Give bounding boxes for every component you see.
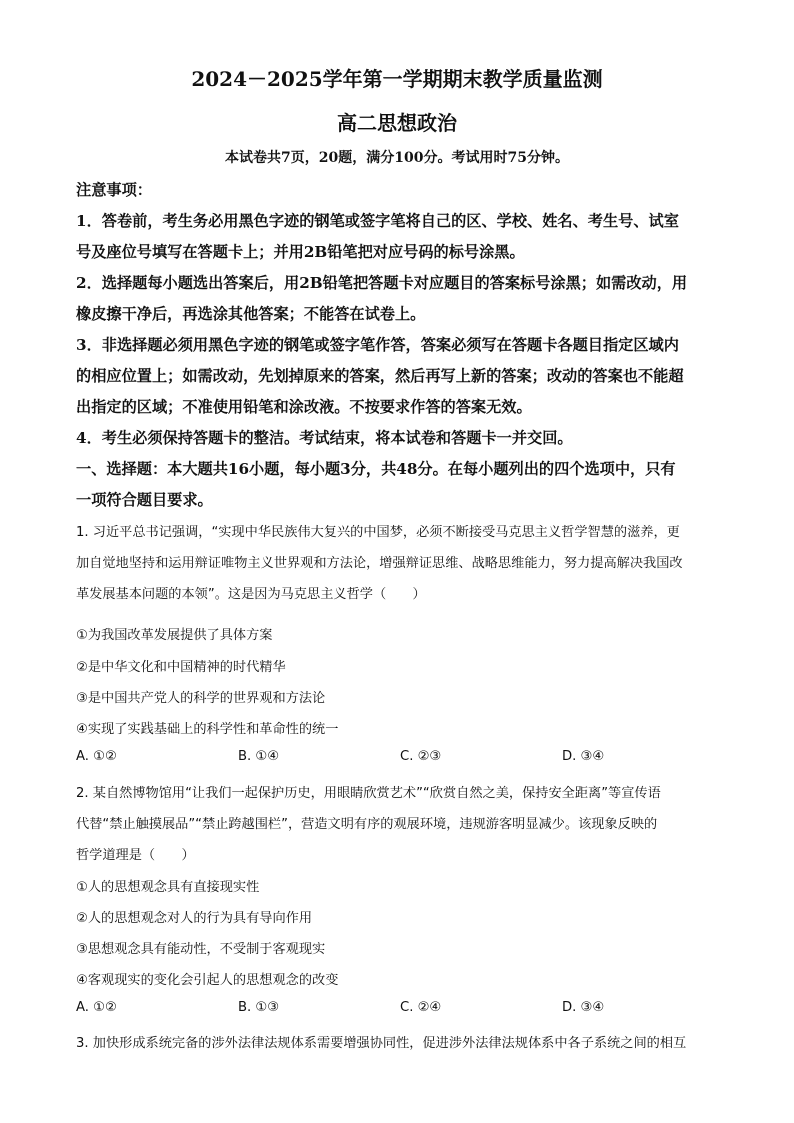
question-1-option-c: C. ②③ [400, 749, 442, 764]
exam-title: 2024－2025学年第一学期期末教学质量监测 [191, 67, 603, 91]
question-2-item: ④客观现实的变化会引起人的思想观念的改变 [76, 973, 339, 988]
question-2-stem: 代替“禁止触摸展品”“禁止跨越围栏”，营造文明有序的观展环境，违规游客明显减少。该现象反映的 [76, 817, 658, 832]
exam-info: 本试卷共7页，20题，满分100分。考试用时75分钟。 [225, 150, 569, 166]
question-1-item: ④实现了实践基础上的科学性和革命性的统一 [76, 722, 339, 737]
question-2-item: ②人的思想观念对人的行为具有导向作用 [76, 911, 313, 926]
question-1-stem: 革发展基本问题的本领”。这是因为马克思主义哲学（ ） [76, 587, 426, 602]
question-1-stem: 加自觉地坚持和运用辩证唯物主义世界观和方法论，增强辩证思维、战略思维能力，努力提高解决我国改 [76, 556, 683, 571]
question-2-item: ①人的思想观念具有直接现实性 [76, 880, 260, 895]
question-1-option-b: B. ①④ [238, 749, 280, 764]
question-1-stem: 1. 习近平总书记强调，“实现中华民族伟大复兴的中国梦，必须不断接受马克思主义哲学智慧的滋养，更 [76, 525, 680, 540]
note-line: 4．考生必须保持答题卡的整洁。考试结束，将本试卷和答题卡一并交回。 [76, 429, 573, 447]
question-2-stem: 哲学道理是（ ） [76, 848, 195, 863]
question-2-option-d: D. ③④ [562, 1000, 605, 1015]
notes-heading: 注意事项： [76, 181, 152, 199]
question-1-option-d: D. ③④ [562, 749, 605, 764]
note-line: 的相应位置上；如需改动，先划掉原来的答案，然后再写上新的答案；改动的答案也不能超 [76, 367, 684, 385]
question-1-option-a: A. ①② [76, 749, 117, 764]
question-2-option-a: A. ①② [76, 1000, 117, 1015]
question-1-item: ①为我国改革发展提供了具体方案 [76, 628, 273, 643]
note-line: 1．答卷前，考生务必用黑色字迹的钢笔或签字笔将自己的区、学校、姓名、考生号、试室 [76, 212, 679, 230]
question-2-option-c: C. ②④ [400, 1000, 442, 1015]
section-heading: 一、选择题：本大题共16小题，每小题3分，共48分。在每小题列出的四个选项中，只有 [76, 460, 676, 478]
question-2-item: ③思想观念具有能动性，不受制于客观现实 [76, 942, 326, 957]
question-1-item: ③是中国共产党人的科学的世界观和方法论 [76, 691, 326, 706]
section-heading-cont: 一项符合题目要求。 [76, 491, 213, 509]
note-line: 号及座位号填写在答题卡上；并用2B铅笔把对应号码的标号涂黑。 [76, 243, 525, 261]
question-2-option-b: B. ①③ [238, 1000, 280, 1015]
note-line: 出指定的区域；不准使用铅笔和涂改液。不按要求作答的答案无效。 [76, 398, 532, 416]
note-line: 3．非选择题必须用黑色字迹的钢笔或签字笔作答，答案必须写在答题卡各题目指定区域内 [76, 336, 679, 354]
question-2-stem: 2. 某自然博物馆用“让我们一起保护历史，用眼睛欣赏艺术”“欣赏自然之美，保持安全距离”等宣传语 [76, 786, 661, 801]
note-line: 橡皮擦干净后，再选涂其他答案；不能答在试卷上。 [76, 305, 426, 323]
note-line: 2．选择题每小题选出答案后，用2B铅笔把答题卡对应题目的答案标号涂黑；如需改动，用 [76, 274, 688, 292]
question-3-stem: 3. 加快形成系统完备的涉外法律法规体系需要增强协同性，促进涉外法律法规体系中各子系统之间的相互 [76, 1036, 687, 1051]
subject-title: 高二思想政治 [337, 111, 457, 135]
question-1-item: ②是中华文化和中国精神的时代精华 [76, 660, 286, 675]
